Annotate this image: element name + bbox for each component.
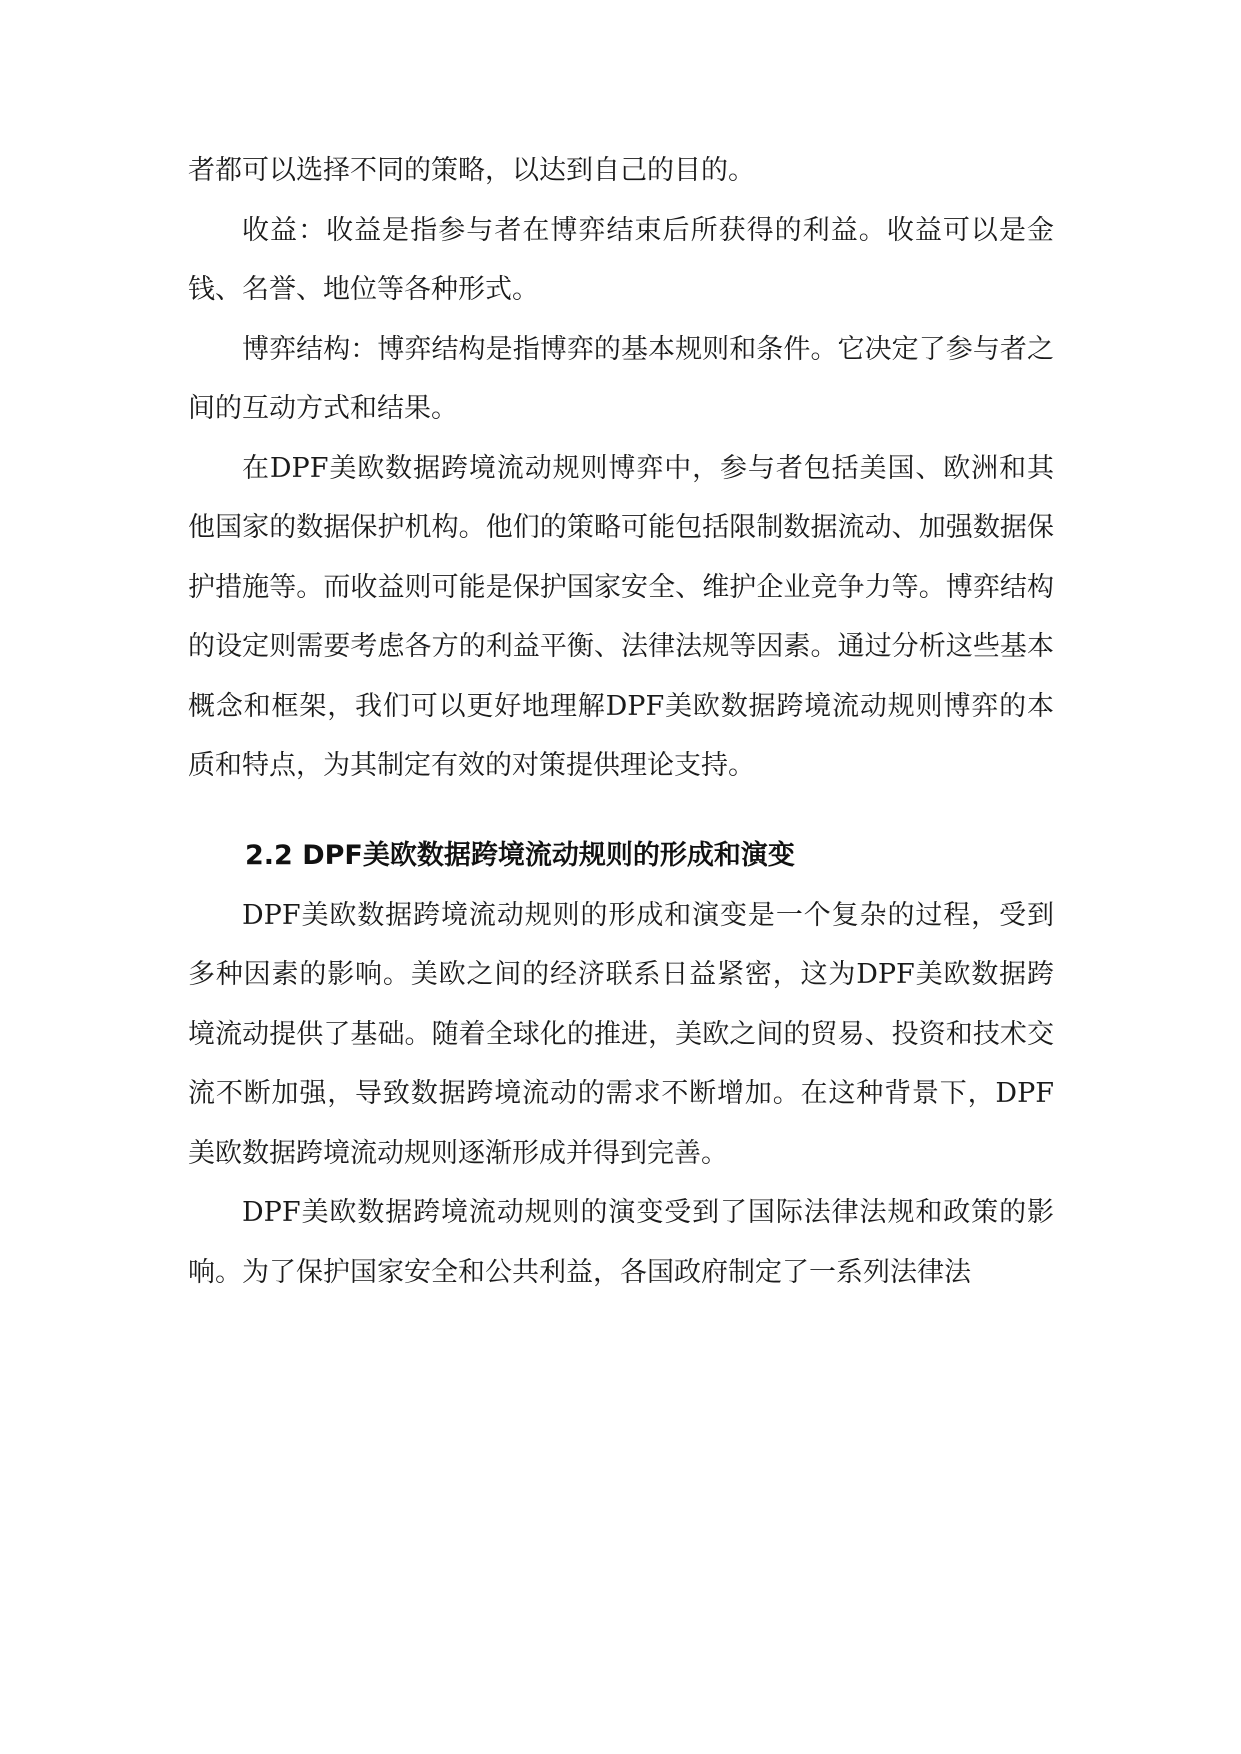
paragraph-game-structure: 博弈结构：博弈结构是指博弈的基本规则和条件。它决定了参与者之间的互动方式和结果。 (188, 333, 1054, 424)
paragraph-dpf-game: 在DPF美欧数据跨境流动规则博弈中，参与者包括美国、欧洲和其他国家的数据保护机构。他们的策略可能包括限制数据流动、加强数据保护措施等。而收益则可能是保护国家安全、维护企业竞争力等。博弈结构的设定则需要考虑各方的利益平衡、法律法规等因素。通过分析这些基本概念和框架，我们可以更好地理解DPF美欧数据跨境流动规则博弈的本质和特点，为其制定有效的对策提供理论支持。 (188, 452, 1054, 781)
paragraph-formation: DPF美欧数据跨境流动规则的形成和演变是一个复杂的过程，受到多种因素的影响。美欧之间的经济联系日益紧密，这为DPF美欧数据跨境流动提供了基础。随着全球化的推进，美欧之间的贸易、投资和技术交流不断加强，导致数据跨境流动的需求不断增加。在这种背景下，DPF美欧数据跨境流动规则逐渐形成并得到完善。 (188, 899, 1054, 1169)
paragraph-continuation: 者都可以选择不同的策略，以达到自己的目的。 (188, 155, 755, 186)
section-heading: 2.2 DPF美欧数据跨境流动规则的形成和演变 (245, 839, 795, 871)
section-heading-wrap (188, 796, 1054, 886)
paragraph-evolution: DPF美欧数据跨境流动规则的演变受到了国际法律法规和政策的影响。为了保护国家安全和公共利益，各国政府制定了一系列法律法 (188, 1197, 1054, 1288)
paragraph-payoff: 收益：收益是指参与者在博弈结束后所获得的利益。收益可以是金钱、名誉、地位等各种形式。 (188, 214, 1054, 305)
document-body (188, 141, 1054, 1302)
